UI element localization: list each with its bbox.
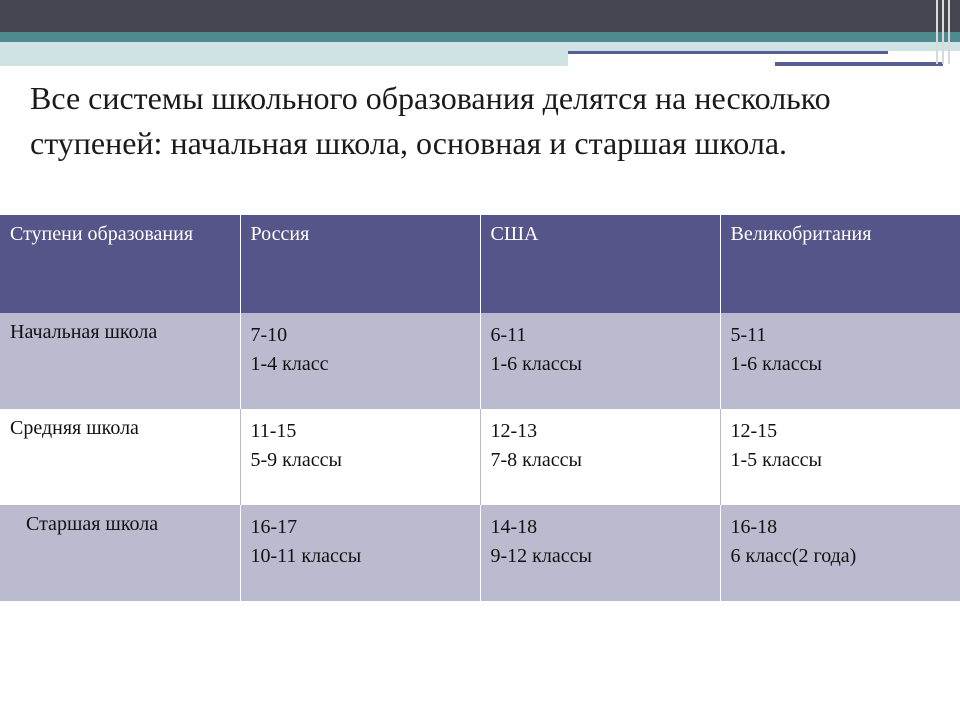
- header-russia: Россия: [240, 215, 480, 313]
- grades-value: 5-9 классы: [250, 449, 342, 471]
- decorative-vertical-line: [942, 0, 944, 64]
- header-uk: Великобритания: [720, 215, 960, 313]
- decorative-vertical-line: [936, 0, 938, 64]
- grades-value: 10-11 классы: [250, 545, 362, 567]
- usa-cell: [480, 313, 720, 409]
- table-row: [0, 313, 960, 409]
- table-header-row: [0, 215, 960, 313]
- ages-value: 16-18: [730, 516, 778, 538]
- decorative-line: [568, 51, 888, 54]
- decorative-vertical-line: [948, 0, 950, 64]
- stage-cell: [0, 313, 240, 409]
- grades-value: 9-12 классы: [490, 545, 592, 567]
- grades-value: 7-8 классы: [490, 449, 582, 471]
- grades-value: 6 класс(2 года): [730, 545, 857, 567]
- header-dark-bar: [0, 0, 960, 32]
- header-teal-bar: [0, 32, 960, 42]
- stage-label: Начальная школа: [10, 321, 158, 343]
- header-usa: США: [480, 215, 720, 313]
- ages-value: 5-11: [730, 324, 767, 346]
- ages-value: 16-17: [250, 516, 298, 538]
- ages-value: 7-10: [250, 324, 288, 346]
- ages-value: 11-15: [250, 420, 297, 442]
- grades-value: 1-6 классы: [730, 353, 822, 375]
- table-row: [0, 409, 960, 505]
- education-table: [0, 215, 960, 601]
- uk-cell: [720, 409, 960, 505]
- stage-label: Старшая школа: [26, 513, 159, 535]
- ages-value: 12-15: [730, 420, 778, 442]
- ages-value: 12-13: [490, 420, 538, 442]
- decorative-line: [775, 62, 943, 66]
- ages-value: 14-18: [490, 516, 538, 538]
- uk-cell: [720, 313, 960, 409]
- header-light-bar: [0, 42, 568, 66]
- russia-cell: [240, 505, 480, 601]
- russia-cell: [240, 313, 480, 409]
- stage-cell: [0, 505, 240, 601]
- usa-cell: [480, 409, 720, 505]
- ages-value: 6-11: [490, 324, 527, 346]
- stage-cell: [0, 409, 240, 505]
- header-stage: Ступени образования: [10, 223, 194, 245]
- table-row: [0, 505, 960, 601]
- intro-text: Все системы школьного образования делятся на несколько ступеней: начальная школа, основная и старшая школа.: [30, 80, 831, 161]
- russia-cell: [240, 409, 480, 505]
- uk-cell: [720, 505, 960, 601]
- grades-value: 1-6 классы: [490, 353, 582, 375]
- grades-value: 1-4 класс: [250, 353, 329, 375]
- grades-value: 1-5 классы: [730, 449, 822, 471]
- header-light-bar-right: [568, 42, 960, 51]
- usa-cell: [480, 505, 720, 601]
- stage-label: Средняя школа: [10, 417, 139, 439]
